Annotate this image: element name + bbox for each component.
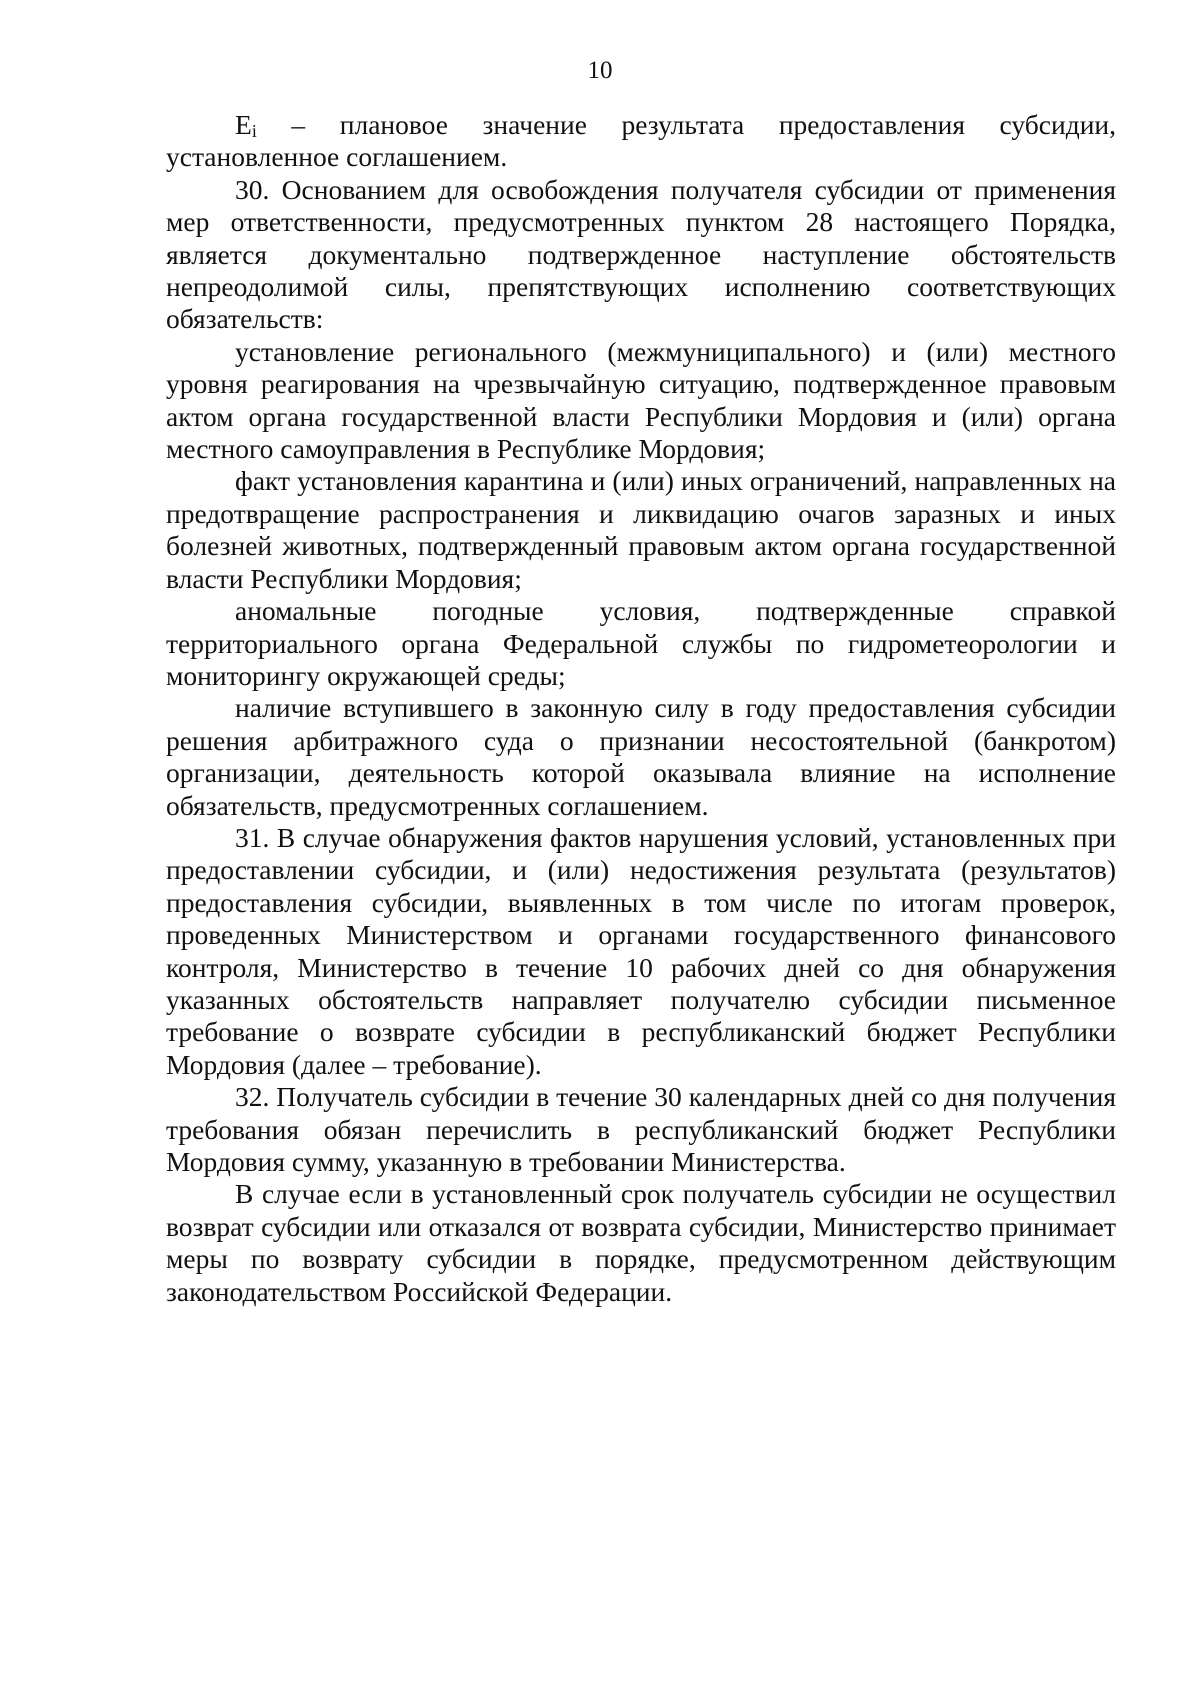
paragraph-30-item-1: установление регионального (межмуниципального) и (или) местного уровня реагирования на чрезвычайную ситуацию, подтвержденное правовым актом органа государственной власти Республики Мордовия и (или) органа местного самоуправления в Республике Мордовия;: [166, 335, 1116, 465]
definition-text: – плановое значение результата предоставления субсидии, установленное соглашением.: [166, 109, 1116, 173]
document-body: [166, 109, 1116, 1308]
paragraph-30: 30. Основанием для освобождения получателя субсидии от применения мер ответственности, предусмотренных пунктом 28 настоящего Порядка, является документально подтвержденное наступление обстоятельств непреодолимой силы, препятствующих исполнению соответствующих обязательств:: [166, 173, 1116, 335]
paragraph-30-item-3: аномальные погодные условия, подтвержденные справкой территориального органа Федеральной службы по гидрометеорологии и мониторингу окружающей среды;: [166, 595, 1116, 691]
paragraph-32: 32. Получатель субсидии в течение 30 календарных дней со дня получения требования обязан перечислить в республиканский бюджет Республики Мордовия сумму, указанную в требовании Министерства.: [166, 1081, 1116, 1177]
definition-paragraph: [166, 109, 1116, 174]
paragraph-30-item-4: наличие вступившего в законную силу в году предоставления субсидии решения арбитражного суда о признании несостоятельной (банкротом) организации, деятельность которой оказывала влияние на исполнение обязательств, предусмотренных соглашением.: [166, 692, 1116, 821]
definition-symbol: $E_i$: [235, 109, 257, 141]
page-number: 10: [587, 57, 613, 84]
paragraph-31: 31. В случае обнаружения фактов нарушения условий, установленных при предоставлении субсидии, и (или) недостижения результата (результатов) предоставления субсидии, выявленных в том числе по итогам проверок, проведенных Министерством и органами государственного финансового контроля, Министерство в течение 10 рабочих дней со дня обнаружения указанных обстоятельств направляет получателю субсидии письменное требование о возврате субсидии в республиканский бюджет Республики Мордовия (далее – требование).: [166, 821, 1116, 1080]
paragraph-30-item-2: факт установления карантина и (или) иных ограничений, направленных на предотвращение распространения и ликвидацию очагов заразных и иных болезней животных, подтвержденный правовым актом органа государственной власти Республики Мордовия;: [166, 465, 1116, 594]
paragraph-32-continuation: В случае если в установленный срок получатель субсидии не осуществил возврат субсидии или отказался от возврата субсидии, Министерство принимает меры по возврату субсидии в порядке, предусмотренном действующим законодательством Российской Федерации.: [166, 1178, 1116, 1307]
